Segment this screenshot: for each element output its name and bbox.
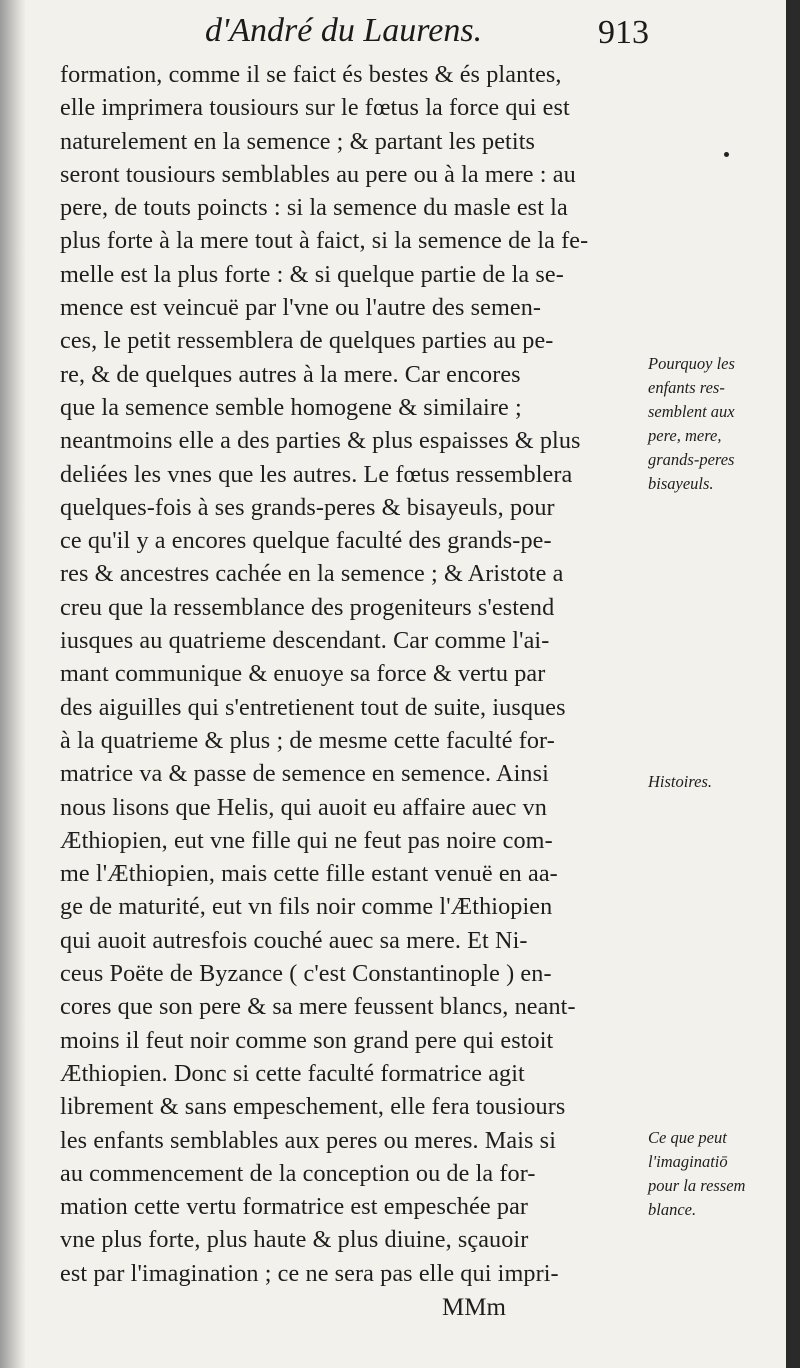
- text-line: plus forte à la mere tout à faict, si la semence de la fe-: [60, 227, 589, 255]
- page-spine-shadow: [0, 0, 26, 1368]
- text-line: mence est veincuë par l'vne ou l'autre des semen-: [60, 294, 542, 322]
- margin-note-line: Histoires.: [648, 772, 713, 791]
- scan-edge: [786, 0, 800, 1368]
- text-line: vne plus forte, plus haute & plus diuine, sçauoir: [60, 1226, 529, 1254]
- text-line: naturelement en la semence ; & partant les petits: [60, 127, 536, 155]
- margin-note-line: pere, mere,: [648, 426, 722, 445]
- text-line: ceus Poëte de Byzance ( c'est Constantinople ) en-: [60, 960, 552, 988]
- margin-note-line: enfants res-: [648, 378, 725, 397]
- margin-note-imagination: [648, 1126, 780, 1222]
- text-line: ge de maturité, eut vn fils noir comme l'Æthiopien: [60, 893, 553, 921]
- margin-note-line: Ce que peut: [648, 1128, 727, 1147]
- text-line: seront tousiours semblables au pere ou à la mere : au: [60, 160, 576, 188]
- body-text: [60, 58, 650, 1290]
- running-title: d'André du Laurens.: [205, 12, 483, 49]
- margin-note-line: blance.: [648, 1200, 697, 1219]
- text-line: Æthiopien. Donc si cette faculté formatrice agit: [60, 1059, 525, 1087]
- text-line: creu que la ressemblance des progeniteurs s'estend: [60, 593, 555, 621]
- margin-note-line: bisayeuls.: [648, 474, 714, 493]
- text-line: des aiguilles qui s'entretienent tout de suite, iusques: [60, 693, 566, 721]
- text-line: Æthiopien, eut vne fille qui ne feut pas noire com-: [60, 826, 553, 854]
- margin-note-line: pour la ressem: [648, 1176, 746, 1195]
- text-line: mant communique & enuoye sa force & vertu par: [60, 660, 546, 688]
- margin-note-line: grands-peres: [648, 450, 735, 469]
- text-line: ces, le petit ressemblera de quelques parties au pe-: [60, 327, 554, 355]
- text-line: me l'Æthiopien, mais cette fille estant venuë en aa-: [60, 860, 558, 888]
- text-line: deliées les vnes que les autres. Le fœtus ressemblera: [60, 460, 573, 488]
- margin-note-resemblance: [648, 352, 780, 496]
- text-line: à la quatrieme & plus ; de mesme cette faculté for-: [60, 726, 555, 754]
- catchword: MMm: [442, 1294, 506, 1321]
- text-line: nous lisons que Helis, qui auoit eu affaire auec vn: [60, 793, 547, 821]
- text-line: melle est la plus forte : & si quelque partie de la se-: [60, 260, 564, 288]
- text-line: les enfants semblables aux peres ou meres. Mais si: [60, 1126, 557, 1154]
- text-line: au commencement de la conception ou de la for-: [60, 1159, 536, 1187]
- ink-speck: [724, 152, 729, 157]
- text-line: re, & de quelques autres à la mere. Car encores: [60, 360, 521, 388]
- text-line: pere, de touts poincts : si la semence du masle est la: [60, 194, 568, 222]
- text-line: moins il feut noir comme son grand pere qui estoit: [60, 1026, 554, 1054]
- text-line: quelques-fois à ses grands-peres & bisayeuls, pour: [60, 493, 555, 521]
- text-line: elle imprimera tousiours sur le fœtus la force qui est: [60, 94, 570, 122]
- text-line: res & ancestres cachée en la semence ; & Aristote a: [60, 560, 564, 588]
- text-line: qui auoit autresfois couché auec sa mere. Et Ni-: [60, 926, 528, 954]
- text-line: est par l'imagination ; ce ne sera pas elle qui impri-: [60, 1259, 559, 1287]
- text-line: formation, comme il se faict és bestes & és plantes,: [60, 61, 562, 88]
- text-line: neantmoins elle a des parties & plus espaisses & plus: [60, 427, 581, 455]
- page-number: 913: [598, 14, 649, 51]
- text-line: iusques au quatrieme descendant. Car comme l'ai-: [60, 627, 550, 655]
- margin-note-line: l'imaginatiō: [648, 1152, 728, 1171]
- margin-note-histoires: [648, 770, 780, 794]
- text-line: cores que son pere & sa mere feussent blancs, neant-: [60, 993, 576, 1021]
- margin-note-line: Pourquoy les: [648, 354, 735, 373]
- text-line: matrice va & passe de semence en semence. Ainsi: [60, 760, 549, 788]
- text-line: ce qu'il y a encores quelque faculté des grands-pe-: [60, 527, 552, 555]
- text-line: mation cette vertu formatrice est empeschée par: [60, 1193, 529, 1221]
- text-line: que la semence semble homogene & similaire ;: [60, 393, 522, 421]
- margin-note-line: semblent aux: [648, 402, 735, 421]
- text-line: librement & sans empeschement, elle fera tousiours: [60, 1093, 566, 1121]
